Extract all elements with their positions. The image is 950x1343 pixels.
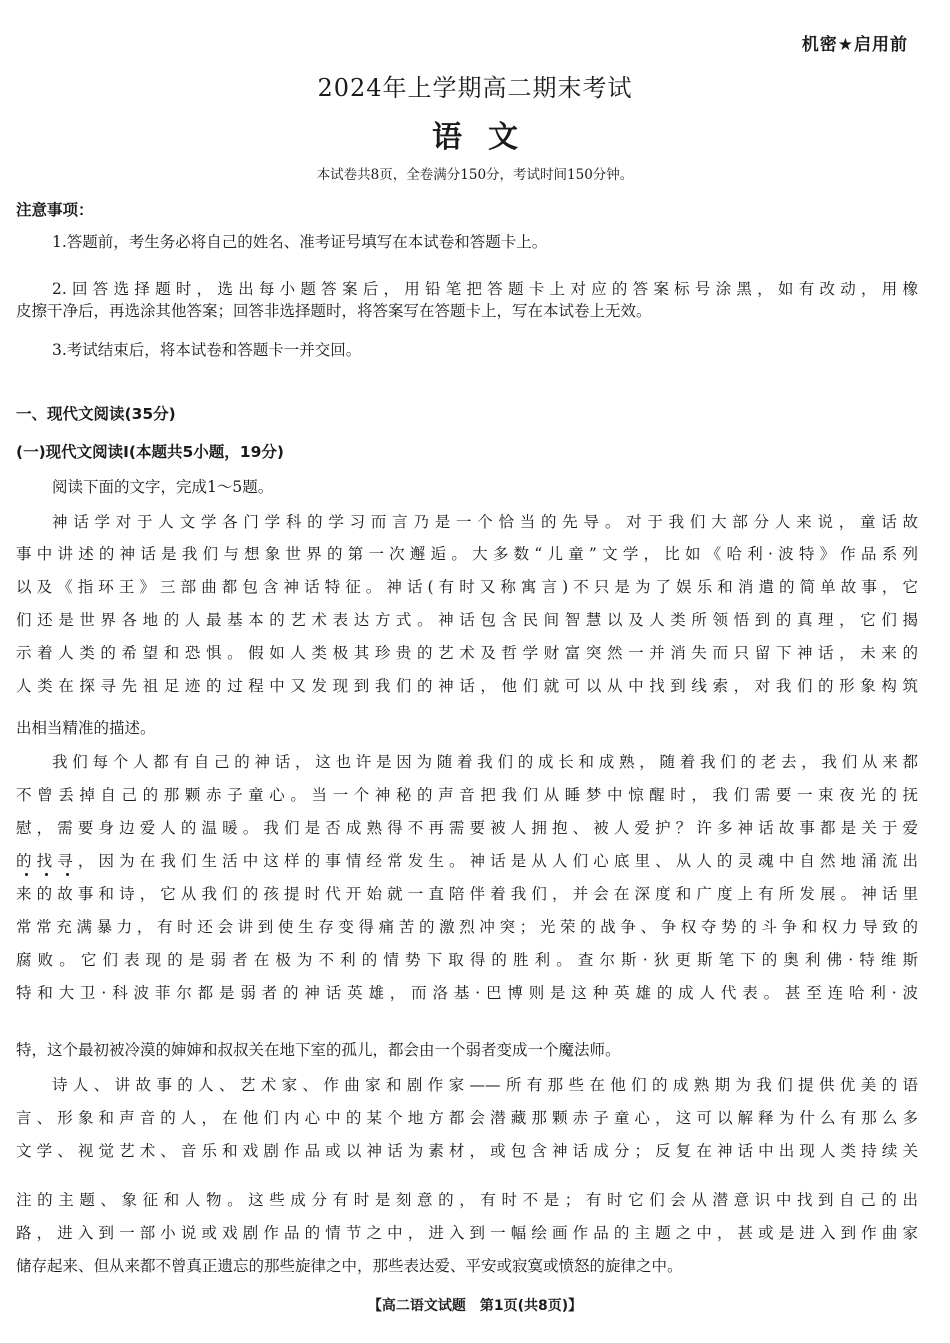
passage-line: 特，这个最初被冷漠的婶婶和叔叔关在地下室的孤儿，都会由一个弱者变成一个魔法师。 <box>16 1041 621 1059</box>
notice-item-1: 1.答题前，考生务必将自己的姓名、准考证号填写在本试卷和答题卡上。 <box>52 233 548 251</box>
passage-line: 出相当精准的描述。 <box>16 719 156 737</box>
passage-line: 注的主题、象征和人物。这些成分有时是刻意的，有时不是；有时它们会从潜意识中找到自己的出 <box>16 1191 918 1209</box>
confidential-mark: 机密★启用前 <box>801 35 908 55</box>
passage-line-emphasis <box>16 851 918 871</box>
passage-line: 腐败。它们表现的是弱者在极为不利的情势下取得的胜利。查尔斯·狄更斯笔下的奥利佛·特维斯 <box>16 951 918 969</box>
passage-line: 特和大卫·科波菲尔都是弱者的神话英雄，而洛基·巴博则是这种英雄的成人代表。甚至连哈利·波 <box>16 984 918 1002</box>
passage-line: 神话学对于人文学各门学科的学习而言乃是一个恰当的先导。对于我们大部分人来说，童话故 <box>52 513 918 531</box>
passage-line: 路，进入到一部小说或戏剧作品的情节之中，进入到一幅绘画作品的主题之中，甚或是进入到作曲家 <box>16 1224 918 1242</box>
passage-line-rest: ，因为在我们生活中这样的事情经常发生。神话是从人们心底里、从人的灵魂中自然地涌流出 <box>77 852 918 870</box>
passage-line: 言、形象和声音的人，在他们内心中的某个地方都会潜藏那颗赤子童心，这可以解释为什么有那么多 <box>16 1109 918 1127</box>
passage-line: 诗人、讲故事的人、艺术家、作曲家和剧作家——所有那些在他们的成熟期为我们提供优美的语 <box>52 1076 918 1094</box>
subsection-title: (一)现代文阅读Ⅰ(本题共5小题，19分) <box>16 443 284 461</box>
passage-line: 事中讲述的神话是我们与想象世界的第一次邂逅。大多数“儿童”文学，比如《哈利·波特》作品系列 <box>16 545 918 563</box>
passage-line: 示着人类的希望和恐惧。假如人类极其珍贵的艺术及哲学财富突然一并消失而只留下神话，未来的 <box>16 644 918 662</box>
reading-instruction: 阅读下面的文字，完成1～5题。 <box>52 478 274 496</box>
passage-line: 常常充满暴力，有时还会讲到使生存变得痛苦的激烈冲突；光荣的战争、争权夺势的斗争和权力导致的 <box>16 918 918 936</box>
notice-item-3: 3.考试结束后，将本试卷和答题卡一并交回。 <box>52 341 362 359</box>
passage-line: 人类在探寻先祖足迹的过程中又发现到我们的神话，他们就可以从中找到线索，对我们的形象构筑 <box>16 677 918 695</box>
passage-line: 不曾丢掉自己的那颗赤子童心。当一个神秘的声音把我们从睡梦中惊醒时，我们需要一束夜光的抚 <box>16 786 918 804</box>
notice-item-2: 2.回答选择题时，选出每小题答案后，用铅笔把答题卡上对应的答案标号涂黑，如有改动，用橡 <box>52 280 918 298</box>
passage-line: 们还是世界各地的人最基本的艺术表达方式。神话包含民间智慧以及人类所领悟到的真理，它们揭 <box>16 611 918 629</box>
section-title: 一、现代文阅读(35分) <box>16 405 176 423</box>
passage-line: 我们每个人都有自己的神话，这也许是因为随着我们的成长和成熟，随着我们的老去，我们从来都 <box>52 753 918 771</box>
passage-line: 文学、视觉艺术、音乐和戏剧作品或以神话为素材，或包含神话成分；反复在神话中出现人类持续关 <box>16 1142 918 1160</box>
page-footer: 【高二语文试题 第1页(共8页)】 <box>367 1298 583 1314</box>
passage-line: 储存起来、但从来都不曾真正遗忘的那些旋律之中，那些表达爱、平安或寂寞或愤怒的旋律之中。 <box>16 1257 683 1275</box>
notice-item-2-cont: 皮擦干净后，再选涂其他答案；回答非选择题时，将答案写在答题卡上，写在本试卷上无效。 <box>16 302 652 320</box>
passage-line: 慰，需要身边爱人的温暖。我们是否成熟得不再需要被人拥抱、被人爱护？许多神话故事都是关于爱 <box>16 819 918 837</box>
exam-info: 本试卷共8页，全卷满分150分，考试时间150分钟。 <box>316 167 634 183</box>
passage-line: 以及《指环王》三部曲都包含神话特征。神话(有时又称寓言)不只是为了娱乐和消遣的简单故事，它 <box>16 578 918 596</box>
notice-title: 注意事项： <box>16 201 94 219</box>
passage-line: 来的故事和诗，它从我们的孩提时代开始就一直陪伴着我们，并会在深度和广度上有所发展。神话里 <box>16 885 918 903</box>
subject-title: 语文 <box>432 120 544 155</box>
exam-title: 2024年上学期高二期末考试 <box>317 74 633 102</box>
emphasized-phrase: 的找寻 <box>16 852 78 870</box>
